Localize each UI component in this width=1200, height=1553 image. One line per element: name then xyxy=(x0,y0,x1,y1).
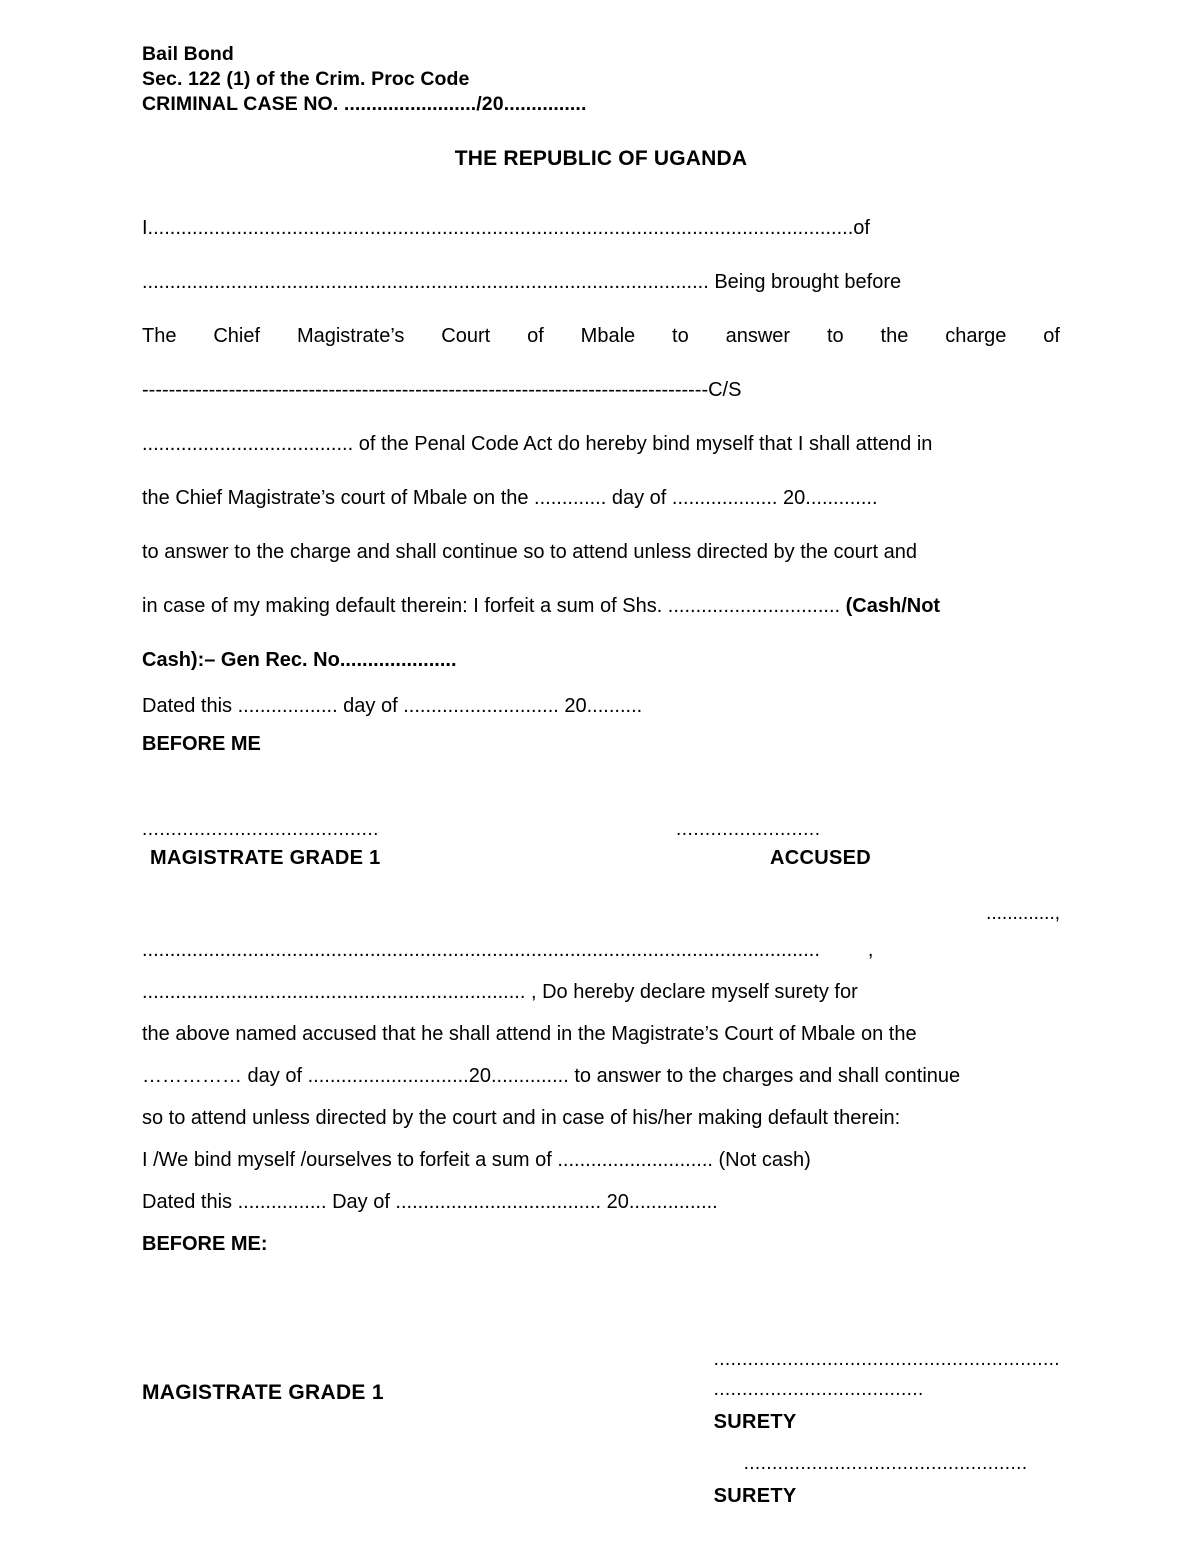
magistrate-signature-block xyxy=(142,819,662,875)
footer-magistrate-block xyxy=(142,1345,684,1513)
surety-before-me-label: BEFORE ME: xyxy=(142,1233,268,1255)
surety-1-dots-bottom: ..................................... xyxy=(713,1379,924,1400)
cs-dash-line: -------------------------------------------------------------------------------------C/S xyxy=(142,379,742,401)
surety-declaration-section xyxy=(142,899,1060,1265)
footer-magistrate-label: MAGISTRATE GRADE 1 xyxy=(142,1381,384,1404)
surety-continue-line: so to attend unless directed by the court and in case of his/her making default therein: xyxy=(142,1107,901,1129)
header-line-title: Bail Bond xyxy=(142,43,234,65)
surety-place-dots: ............., xyxy=(986,903,1060,924)
court-charge-line: The Chief Magistrate’s Court of Mbale to answer to the charge of xyxy=(142,325,1060,347)
surety-declare-line: ..................................................................... , Do hereby declare myself surety for xyxy=(142,981,858,1003)
accused-signature-dots: ......................... xyxy=(676,819,821,840)
header-line-section: Sec. 122 (1) of the Crim. Proc Code xyxy=(142,68,470,90)
footer-signature-block xyxy=(142,1345,1060,1513)
accused-signature-block xyxy=(662,819,1060,875)
surety-dated-line: Dated this ................ Day of ..................................... 20................ xyxy=(142,1191,718,1213)
surety-1-label: SURETY xyxy=(713,1411,797,1433)
surety-name-dots-1: .......................................................................................................................... xyxy=(142,939,820,961)
forfeit-sum-text: in case of my making default therein: I forfeit a sum of Shs. ............................... xyxy=(142,595,846,617)
magistrate-signature-label: MAGISTRATE GRADE 1 xyxy=(150,847,381,869)
surety-date-line: …………… day of .............................20.............. to answer to the charges and shall continue xyxy=(142,1065,961,1087)
surety-2-dots: .................................................. xyxy=(743,1453,1028,1474)
penal-code-line: ...................................... of the Penal Code Act do hereby bind myself that I shall attend in xyxy=(142,433,933,455)
cash-not-cash-label: (Cash/Not xyxy=(845,595,941,617)
magistrate-signature-dots: ......................................... xyxy=(142,819,379,840)
footer-surety-block xyxy=(684,1345,1060,1513)
surety-1-dots-top: ............................................................. xyxy=(713,1349,1060,1370)
document-header xyxy=(142,42,1060,117)
signature-row xyxy=(142,819,1060,875)
gen-rec-line: Cash):– Gen Rec. No..................... xyxy=(142,649,457,671)
surety-attend-line: the above named accused that he shall attend in the Magistrate’s Court of Mbale on the xyxy=(142,1023,917,1045)
accused-undertaking-section xyxy=(142,201,1060,763)
forfeit-sum-line xyxy=(142,579,1060,633)
accused-name-line: I...............................................................................................................................of xyxy=(142,217,870,239)
surety-name-line-1 xyxy=(142,929,1060,971)
brought-before-line: ...................................................................................................... Being brought before xyxy=(142,271,902,293)
accused-signature-label: ACCUSED xyxy=(770,847,871,869)
surety-2-label: SURETY xyxy=(713,1485,797,1507)
surety-forfeit-line: I /We bind myself /ourselves to forfeit a sum of ............................ (Not cash) xyxy=(142,1149,811,1171)
continue-attend-line: to answer to the charge and shall continue so to attend unless directed by the court and xyxy=(142,541,917,563)
header-line-case-number: CRIMINAL CASE NO. ......................../20............... xyxy=(142,93,587,115)
attend-date-line: the Chief Magistrate’s court of Mbale on the ............. day of ................... 20............. xyxy=(142,487,878,509)
accused-dated-line: Dated this .................. day of ............................ 20.......... xyxy=(142,695,643,717)
accused-before-me-label: BEFORE ME xyxy=(142,733,261,755)
surety-name-comma: , xyxy=(867,939,874,961)
page-title: THE REPUBLIC OF UGANDA xyxy=(454,147,748,170)
